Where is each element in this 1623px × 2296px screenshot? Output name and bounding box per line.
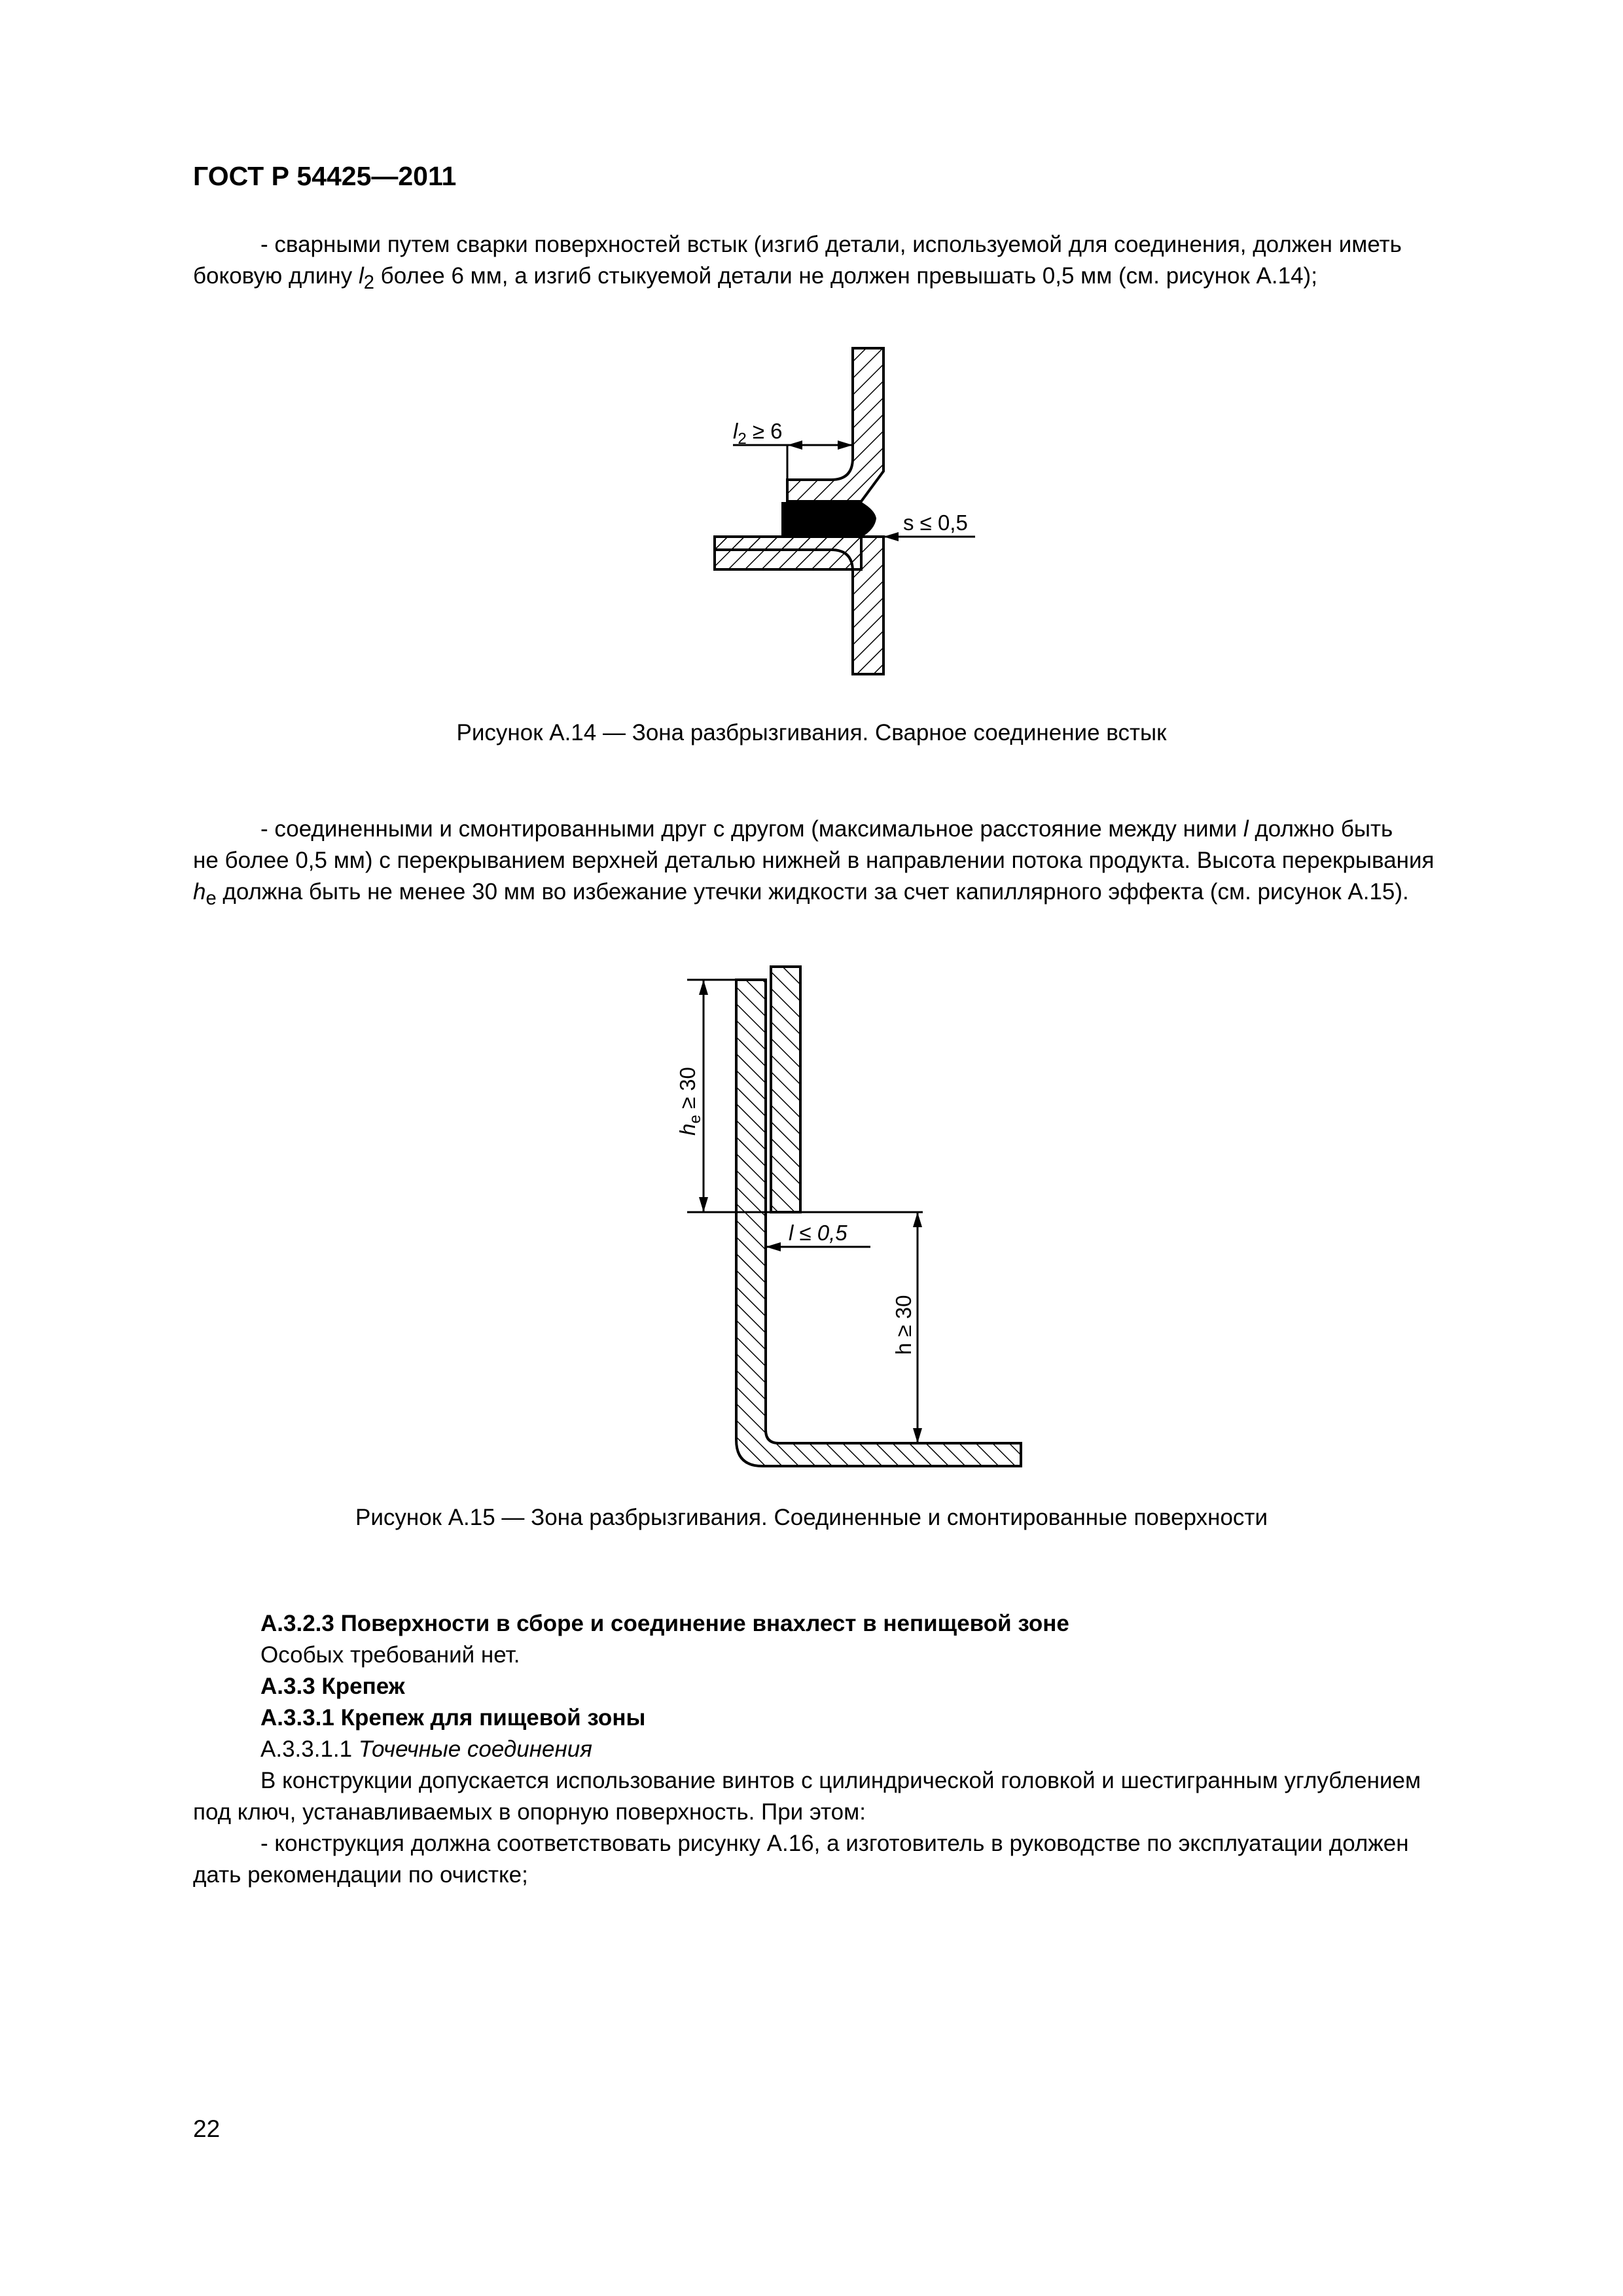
paragraph-line: под ключ, устанавливаемых в опорную поверхность. При этом:: [193, 1799, 866, 1825]
section-a33-heading: [260, 1671, 405, 1702]
paragraph-line: дать рекомендации по очистке;: [193, 1862, 528, 1888]
section-title: Точечные соединения: [358, 1736, 592, 1762]
dim-h-arrow-top: [913, 1212, 922, 1227]
subscript: 2: [363, 272, 374, 293]
dim-he-label: $h_e \ge 30$: [675, 1067, 704, 1136]
figure-a14: [707, 340, 1008, 681]
symbol-h: h: [193, 879, 206, 905]
dim-s-arrow: [883, 532, 899, 541]
paragraph-screws: [193, 1765, 1495, 1828]
paragraph-design: [193, 1828, 1495, 1891]
dim-h-label: h ≥ 30: [891, 1295, 916, 1355]
paragraph-line: - конструкция должна соответствовать рисунку А.16, а изготовитель в руководстве по эксплуатации должен: [260, 1831, 1409, 1856]
paragraph-line: - сварными путем сварки поверхностей встык (изгиб детали, используемой для соединения, должен иметь: [260, 232, 1402, 257]
dim-l2-label: $l_2 \ge 6$: [733, 419, 783, 448]
text-run: боковую длину: [193, 263, 359, 289]
section-a331-heading: [260, 1702, 645, 1734]
figure-a15: [674, 959, 1047, 1482]
paragraph-line: В конструкции допускается использование винтов с цилиндрической головкой и шестигранным углублением: [260, 1768, 1421, 1793]
section-number: А.3.2.3: [260, 1611, 334, 1636]
symbol-l: l: [358, 263, 364, 289]
section-title: Поверхности в сборе и соединение внахлест в непищевой зоне: [340, 1611, 1069, 1636]
paragraph-line: [193, 814, 1495, 845]
dim-h-arrow-bottom: [913, 1428, 922, 1443]
paragraph-overlap: [193, 814, 1495, 914]
figure-a15-caption: Рисунок А.15 — Зона разбрызгивания. Соединенные и смонтированные поверхности: [355, 1505, 1268, 1530]
paragraph-line: не более 0,5 мм) с перекрыванием верхней деталью нижней в направлении потока продукта. Высота перекрывания: [193, 848, 1435, 873]
text-run: должно быть: [1248, 816, 1393, 842]
symbol-l: l: [1243, 816, 1249, 842]
section-number: А.3.3.1: [260, 1705, 334, 1731]
lower-flange: [715, 537, 861, 569]
section-number: А.3.3.1.1: [260, 1736, 353, 1762]
section-a323-text: Особых требований нет.: [260, 1642, 520, 1668]
text-run: более 6 мм, а изгиб стыкуемой детали не должен превышать 0,5 мм (см. рисунок А.14);: [374, 263, 1317, 289]
dim-l-arrow: [766, 1242, 781, 1251]
dim-he-arrow-top: [699, 980, 708, 995]
section-title: Крепеж для пищевой зоны: [340, 1705, 646, 1731]
figure-a14-caption: Рисунок А.14 — Зона разбрызгивания. Сварное соединение встык: [456, 720, 1167, 745]
dim-l2-arrow-left: [787, 440, 802, 450]
section-title: Крепеж: [321, 1674, 405, 1699]
upper-overlap-plate: [771, 967, 800, 1212]
document-header: ГОСТ Р 54425—2011: [193, 161, 457, 191]
dim-l-label: l ≤ 0,5: [789, 1221, 847, 1245]
dim-he-arrow-bottom: [699, 1197, 708, 1212]
text-run: - соединенными и смонтированными друг с другом (максимальное расстояние между ними: [260, 816, 1243, 842]
section-number: А.3.3: [260, 1674, 315, 1699]
section-a323-heading: [260, 1608, 1069, 1640]
paragraph-butt-welding: [193, 229, 1495, 298]
paragraph-line: [193, 876, 1495, 914]
page-number: 22: [193, 2115, 221, 2142]
dim-l2-arrow-right: [838, 440, 853, 450]
section-a3311-heading: [260, 1734, 592, 1765]
text-run: должна быть не менее 30 мм во избежание утечки жидкости за счет капиллярного эффекта (см. рисунок А.15).: [216, 879, 1409, 905]
subscript: e: [205, 888, 217, 909]
weld-bead: [782, 503, 876, 537]
upper-plate: [787, 348, 883, 501]
dim-s-label: s ≤ 0,5: [903, 511, 968, 535]
paragraph-line: [193, 260, 1495, 298]
